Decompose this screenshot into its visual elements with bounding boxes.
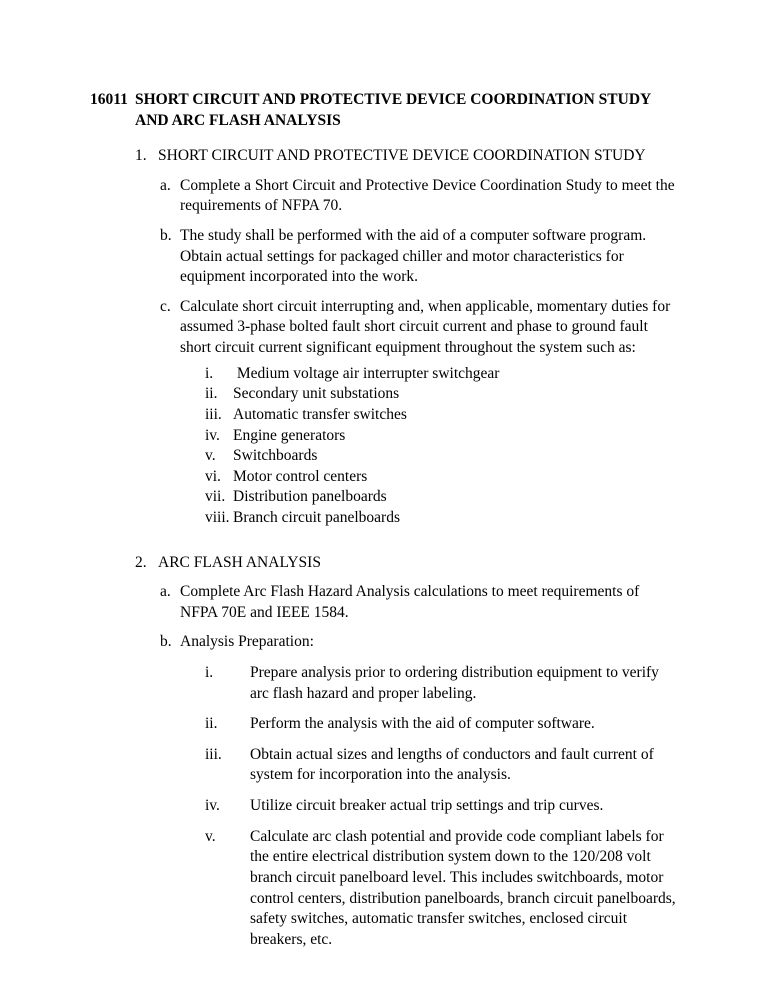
sublist-item [205,714,676,735]
sublist-item-text: Utilize circuit breaker actual trip settings and trip curves. [250,797,604,815]
analysis-preparation-sublist [180,663,680,950]
sublist-item-text: Automatic transfer switches [233,405,407,423]
list-item-label: b. [160,633,172,651]
sublist-item-text: Switchboards [233,447,318,465]
sublist-item-text: Secondary unit substations [233,385,400,403]
list-item-text: Complete a Short Circuit and Protective Device Coordination Study to meet the requirements of NFPA 70. [180,176,675,215]
sublist-item-label: i. [205,664,214,682]
sublist-item-text: Distribution panelboards [233,488,387,506]
sublist-item [205,364,676,385]
sublist-item-label: iii. [205,745,222,763]
list-item [160,582,676,623]
list-item [160,226,676,288]
sublist-item-text: Obtain actual sizes and lengths of conductors and fault current of system for incorporation into the analysis. [250,745,658,784]
list-item [160,176,676,217]
list-item-text: Analysis Preparation: [180,633,314,651]
sublist-item [205,467,676,488]
sublist-item-label: iv. [205,426,220,444]
section-2-heading-text: ARC FLASH ANALYSIS [158,553,321,571]
sublist-item-label: v. [205,827,216,845]
list-item-label: b. [160,227,172,245]
list-item-text: The study shall be performed with the aid of a computer software program. Obtain actual settings for packaged chiller and motor characteristics for equipment incorporated into the work. [180,227,647,286]
sublist-item [205,426,676,447]
sublist-item-label: viii. [205,508,230,526]
section-2-heading [135,553,676,574]
sublist-item-text: Perform the analysis with the aid of computer software. [250,715,595,733]
list-item-text: Calculate short circuit interrupting and, when applicable, momentary duties for assumed 3-phase bolted fault short circuit current and phase to ground fault short circuit current significant equipment throughout the system such as: [180,297,671,357]
sublist-item [205,796,676,817]
list-item [160,297,676,529]
sublist-item-label: ii. [205,715,218,733]
section-2-number: 2. [135,553,147,571]
list-item-text: Complete Arc Flash Hazard Analysis calculations to meet requirements of NFPA 70E and IEEE 1584. [180,583,640,621]
document-title-text: SHORT CIRCUIT AND PROTECTIVE DEVICE COORDINATION STUDY AND ARC FLASH ANALYSIS [135,91,651,129]
sublist-item-label: i. [205,364,214,382]
list-item-label: a. [160,583,171,601]
sublist-item-label: iv. [205,797,220,815]
sublist-item [205,663,676,704]
section-1-heading-text: SHORT CIRCUIT AND PROTECTIVE DEVICE COORDINATION STUDY [158,147,646,165]
sublist-item [205,508,676,529]
list-item [160,632,680,950]
sublist-item [205,487,676,508]
sublist-item-text: Medium voltage air interrupter switchgear [233,364,500,382]
sublist-item-label: iii. [205,405,222,423]
sublist-item-text: Prepare analysis prior to ordering distribution equipment to verify arc flash hazard and proper labeling. [250,664,663,702]
sublist-item [205,384,676,405]
section-2 [90,553,680,951]
document-section-number: 16011 [90,91,128,108]
sublist-item-label: ii. [205,385,218,403]
sublist-item-text: Calculate arc clash potential and provide code compliant labels for the entire electrical distribution system down to the 120/208 volt branch circuit panelboard level. This includes switchboards, motor control centers, distribution panelboards, branch circuit panelboards, safety switches, automatic transfer switches, enclosed circuit breakers, etc. [250,827,680,948]
sublist-item-label: vi. [205,467,221,485]
section-1 [90,146,676,528]
sublist-item-text: Motor control centers [233,467,368,485]
document-title [90,90,676,131]
sublist-item-label: v. [205,447,216,465]
sublist-item [205,827,680,951]
list-item-label: a. [160,176,171,194]
section-1-heading [135,146,676,167]
list-item-label: c. [160,297,171,315]
sublist-item-text: Engine generators [233,426,346,444]
sublist-item-label: vii. [205,488,226,506]
sublist-item [205,405,676,426]
section-1-number: 1. [135,147,147,165]
sublist-item [205,745,676,786]
sublist-item-text: Branch circuit panelboards [233,508,400,526]
equipment-sublist [180,364,676,529]
sublist-item [205,446,676,467]
